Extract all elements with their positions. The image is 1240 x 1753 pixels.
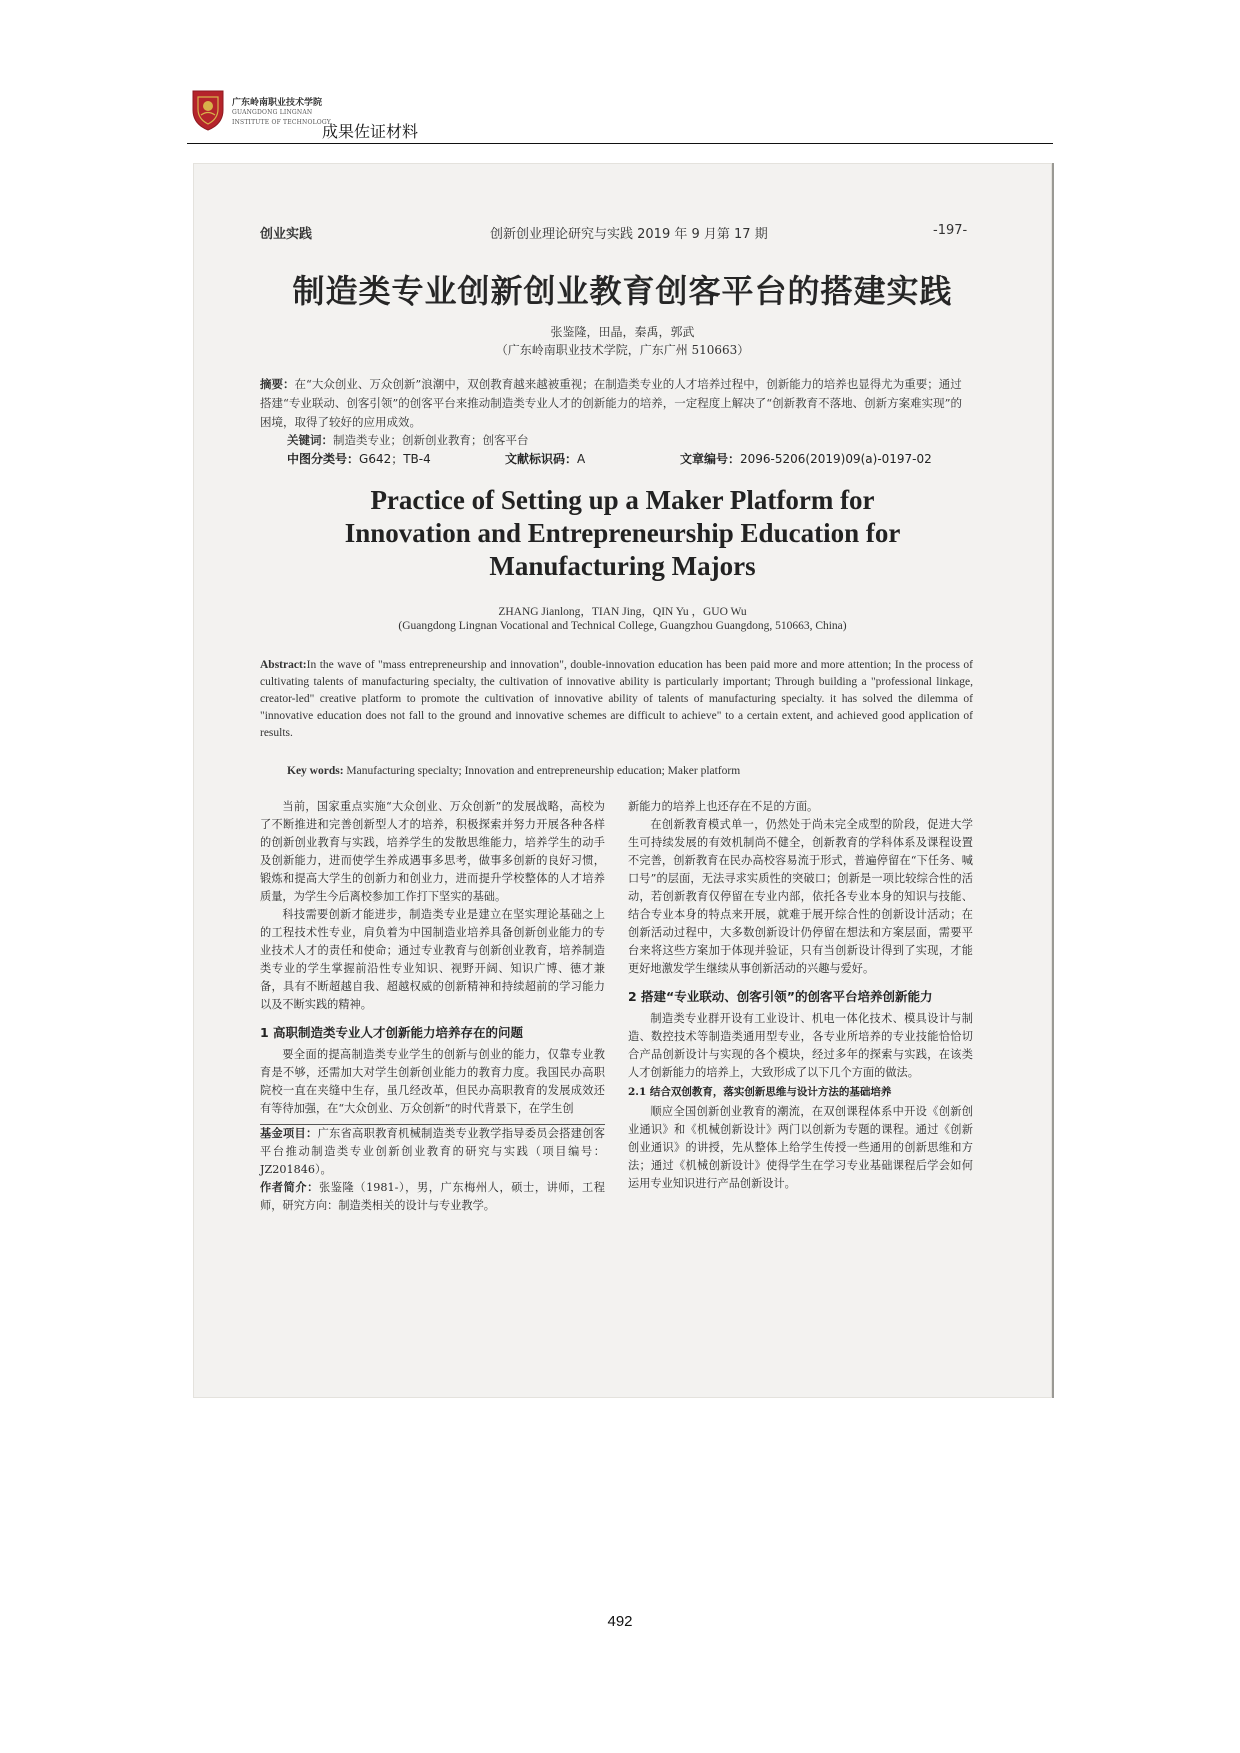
section-heading-1: 1 高职制造类专业人才创新能力培养存在的问题: [260, 1025, 524, 1040]
keywords-en-text: Manufacturing specialty; Innovation and entrepreneurship education; Maker platform: [346, 765, 741, 777]
clc-number: [287, 450, 431, 467]
article-title-en-line-2: Innovation and Entrepreneurship Education for: [344, 518, 901, 548]
affiliation-cn: （广东岭南职业技术学院，广东广州 510663）: [495, 343, 750, 357]
article-no-label: 文章编号：: [680, 452, 741, 466]
keywords-cn-label: 关键词：: [287, 433, 333, 447]
college-name: [232, 98, 331, 128]
abstract-cn-label: 摘要：: [260, 377, 295, 391]
abstract-cn: [260, 375, 973, 432]
authors-en: ZHANG Jianlong，TIAN Jing，QIN Yu ，GUO Wu: [498, 606, 747, 618]
fund-text: 广东省高职教育机械制造类专业教学指导委员会搭建创客平台推动制造类专业创新创业教育的研究与实践（项目编号：JZ201846）。: [260, 1127, 605, 1176]
keywords-en: [287, 765, 740, 777]
doc-code-label: 文献标识码：: [505, 452, 578, 466]
body-paragraph: 要全面的提高制造类专业学生的创新与创业的能力，仅靠专业教育是不够，还需加大对学生创新创业能力的教育力度。我国民办高职院校一直在夹缝中生存，虽几经改革，但民办高职教育的发展成效还有等待加强，在“大众创业、万众创新”的时代背景下，在学生创: [260, 1048, 605, 1115]
body-paragraph: 科技需要创新才能进步，制造类专业是建立在坚实理论基础之上的工程技术性专业，肩负着为中国制造业培养具备创新创业能力的专业技术人才的责任和使命；通过专业教育与创新创业教育，培养制造类专业的学生掌握前沿性专业知识、视野开阔、知识广博、德才兼备，具有不断超越自我、超越权威的创新精神和持续超前的学习能力以及不断实践的精神。: [260, 908, 605, 1011]
article-title-en: [193, 484, 1052, 583]
author-note: [260, 1179, 605, 1215]
abstract-en-label: Abstract:: [260, 659, 307, 671]
clc-label: 中图分类号：: [287, 452, 360, 466]
body-paragraph: 新能力的培养上也还存在不足的方面。: [628, 800, 819, 813]
keywords-cn-text: 制造类专业；创新创业教育；创客平台: [333, 433, 529, 447]
article-title-en-line-3: Manufacturing Majors: [489, 551, 756, 581]
body-paragraph: 当前，国家重点实施“大众创业、万众创新”的发展战略，高校为了不断推进和完善创新型人才的培养，积极探索并努力开展各种各样的创新创业教育与实践，培养学生的发散思维能力，培养学生的动手及创新能力，进而使学生养成遇事多思考，做事多创新的良好习惯，锻炼和提高大学生的创新力和创业力，进而提升学校整体的人才培养质量，为学生今后离校参加工作打下坚实的基础。: [260, 800, 605, 903]
fund-label: 基金项目：: [260, 1127, 318, 1140]
scan-edge-shadow: [1052, 163, 1054, 1398]
college-name-cn: 广东岭南职业技术学院: [232, 98, 323, 108]
journal-page-number: -197-: [933, 223, 968, 238]
keywords-en-label: Key words:: [287, 765, 344, 777]
document-code: [505, 450, 585, 467]
journal-name: 创新创业理论研究与实践 2019 年 9 月第 17 期: [490, 227, 768, 242]
body-paragraph: 在创新教育模式单一，仍然处于尚未完全成型的阶段，促进大学生可持续发展的有效机制尚不健全，创新教育的学科体系及课程设置不完善，创新教育在民办高校容易流于形式，普遍停留在“下任务、喊口号”的层面，无法寻求实质性的突破口；创新是一项比较综合性的活动，若创新教育仅停留在专业内部，依托各专业本身的知识与技能、结合专业本身的特点来开展，就难于展开综合性的创新设计活动；在创新活动过程中，大多数创新设计仍停留在想法和方案层面，需要平台来将这些方案加于体现并验证，只有当创新设计得到了实现，才能更好地激发学生继续从事创新活动的兴趣与爱好。: [628, 818, 973, 975]
body-paragraph: 顺应全国创新创业教育的潮流，在双创课程体系中开设《创新创业通识》和《机械创新设计》两门以创新为专题的课程。通过《创新创业通识》的讲授，先从整体上给学生传授一些通用的创新思维和方法；通过《机械创新设计》使得学生在学习专业基础课程后学会如何运用专业知识进行产品创新设计。: [628, 1105, 973, 1190]
article-title-en-line-1: Practice of Setting up a Maker Platform for: [370, 485, 875, 515]
body-column-left: [260, 798, 605, 1215]
clc-value: G642；TB-4: [359, 452, 431, 466]
document-title: 成果佐证材料: [322, 122, 419, 141]
college-name-en-2: INSTITUTE OF TECHNOLOGY: [232, 119, 331, 126]
article-no-value: 2096-5206(2019)09(a)-0197-02: [740, 452, 932, 466]
fund-note: [260, 1125, 605, 1179]
section-tag: 创业实践: [260, 227, 313, 242]
header-divider: [187, 143, 1053, 144]
abstract-en: [260, 657, 973, 742]
authors-cn: 张鉴隆，田晶，秦禹，郭武: [550, 325, 695, 339]
college-logo: [190, 88, 226, 132]
abstract-cn-text: 在“大众创业、万众创新”浪潮中，双创教育越来越被重视；在制造类专业的人才培养过程中，创新能力的培养也显得尤为重要；通过搭建“专业联动、创客引领”的创客平台来推动制造类专业人才的创新能力的培养，一定程度上解决了“创新教育不落地、创新方案难实现”的困境，取得了较好的应用成效。: [260, 377, 963, 429]
body-paragraph: 制造类专业群开设有工业设计、机电一体化技术、模具设计与制造、数控技术等制造类通用型专业，各专业所培养的专业技能恰恰切合产品创新设计与实现的各个模块，经过多年的探索与实践，在该类人才创新能力的培养上，大致形成了以下几个方面的做法。: [628, 1012, 973, 1079]
subsection-heading-2-1: 2.1 结合双创教育，落实创新思维与设计方法的基础培养: [628, 1086, 892, 1098]
doc-code-value: A: [577, 452, 586, 466]
section-heading-2: 2 搭建“专业联动、创客引领”的创客平台培养创新能力: [628, 989, 933, 1004]
article-number: [680, 450, 932, 467]
article-title-cn: 制造类专业创新创业教育创客平台的搭建实践: [292, 272, 953, 310]
page-number: 492: [607, 1613, 633, 1630]
author-label: 作者简介：: [260, 1181, 319, 1194]
affiliation-en: (Guangdong Lingnan Vocational and Technical College, Guangzhou Guangdong, 510663, China): [398, 620, 847, 632]
abstract-en-text: In the wave of "mass entrepreneurship and innovation", double-innovation education has been paid more and more attention; In the process of cultivating talents of manufacturing specialty, the cultivation of innovative ability is particularly important; Through building a "professional linkage, creator-led" creative platform to promote the cultivation of innovative ability of talents of manufacturing specialty. it has solved the dilemma of "innovative education does not fall to the ground and innovative schemes are difficult to achieve" to a certain extent, and achieved good application of results.: [260, 659, 973, 739]
college-name-en-1: GUANGDONG LINGNAN: [232, 109, 313, 116]
author-text: 张鉴隆（1981-），男，广东梅州人，硕士，讲师，工程师，研究方向：制造类相关的设计与专业教学。: [260, 1181, 605, 1212]
body-column-right: [628, 798, 973, 1193]
keywords-cn: [287, 432, 529, 448]
